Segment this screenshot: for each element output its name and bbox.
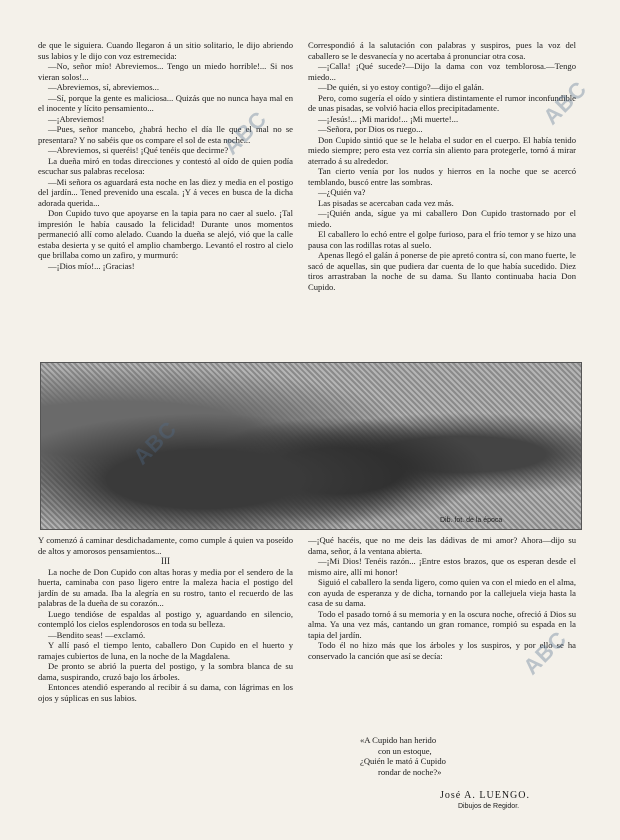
paragraph: Pero, como sugería el oído y sintiera distintamente el rumor inconfundible de unas pisadas, se volvió hacia ellos precipitadamente.	[308, 92, 576, 113]
paragraph: De pronto se abrió la puerta del postigo, y la sombra blanca de su dama, suspirando, cruzó bajo los árboles.	[38, 661, 293, 682]
paragraph: —Sí, porque la gente es maliciosa... Quizás que no nunca haya mal en el inocente y lícito pensamiento...	[38, 92, 293, 113]
text-column-bottom-left	[38, 535, 293, 830]
watermark: ABC	[538, 75, 592, 130]
paragraph: Luego tendióse de espaldas al postigo y, aguardando en silencio, contempló los cielos esplendorosos en toda su belleza.	[38, 608, 293, 629]
paragraph: —Abreviemos, sí, abreviemos...	[48, 82, 159, 92]
paragraph: Siguió el caballero la senda ligero, como quien va con el miedo en el alma, con ayuda de esperanza y de dicha, tornando por la callejuela vieja hasta la casa de su dama.	[308, 577, 576, 608]
text-column-top-right	[308, 40, 576, 358]
paragraph: —De quién, si yo estoy contigo?—dijo el galán.	[318, 82, 484, 92]
poem-line: «A Cupido han herido	[360, 735, 437, 745]
watermark: ABC	[518, 625, 572, 680]
paragraph: Las pisadas se acercaban cada vez más.	[318, 197, 454, 208]
paragraph: Todo él no hizo más que los árboles y los suspiros, y por ello se ha conservado la canción que así se decía:	[308, 640, 576, 661]
paragraph: Y comenzó á caminar desdichadamente, como cumple á quien va poseído de altos y amorosos pensamientos...	[38, 535, 293, 556]
paragraph: Todo el pasado tornó á su memoria y en la oscura noche, ofreció á Dios su alma. Ya una vez más, cantando un gran romance, rompió su espada en la tapia del jardín.	[308, 608, 576, 640]
paragraph: —¡Mi Dios! Tenéis razón... ¡Entre estos brazos, que os esperan desde el mismo aire, allí mi honor!	[308, 556, 576, 577]
paragraph: El caballero lo echó entre el golpe furioso, para el frío temor y se hizo una pausa con las rodillas rotas al suelo.	[308, 229, 576, 250]
author-signature: José A. LUENGO.	[440, 790, 530, 801]
paragraph: —¡Quién anda, sígue ya mi caballero Don Cupido trastornado por el miedo.	[308, 208, 576, 229]
paragraph: —Señora, por Dios os ruego...	[318, 124, 423, 134]
paragraph: —Abreviemos, si queréis! ¡Qué tenéis que decirme?	[48, 145, 229, 155]
paragraph: —¡Dios mío!... ¡Gracias!	[48, 260, 135, 271]
paragraph: —Bendito seas! —exclamó.	[48, 629, 146, 640]
paragraph: Apenas llegó el galán á ponerse de pie apretó contra sí, con mano fuerte, le sacó de aquellas, sin que pudiera dar cuenta de lo que había sucedido. Diez tiros arrastraban la noche de su dama. Su llanto continuaba hacia Don Cupido.	[308, 250, 576, 292]
paragraph: —¡Calla! ¡Qué sucede?—Dijo la dama con voz temblorosa.—Tengo miedo...	[308, 61, 576, 82]
paragraph: —Mi señora os aguardará esta noche en las diez y media en el postigo del jardín... Tened prevenido una escala. ¡Y á veces en busca de la dicha adorada querida...	[38, 176, 293, 208]
paragraph: —Pues, señor mancebo, ¿habrá hecho el día lle que el mal no se presentara? Y no sabéis que os compare el sol de esta noche...	[38, 124, 293, 145]
paragraph: —¡Jesús!... ¡Mi marido!... ¡Mi muerte!...	[318, 113, 459, 124]
poem	[360, 735, 560, 777]
paragraph: Y allí pasó el tiempo lento, caballero Don Cupido en el huerto y ramajes cubiertos de luna, en la noche de la Magdalena.	[38, 640, 293, 661]
paragraph: Don Cupido tuvo que apoyarse en la tapia para no caer al suelo. ¡Tal impresión le había causado la felicidad! Durante unos momentos permaneció allí como alelado. Cuando la dueña se alejó, vió que la calle estaba desierta y se quitó el amplio chambergo. Levantó el rostro al cielo que brillaba como un zafiro, y murmuró:	[38, 208, 293, 260]
watermark: ABC	[218, 105, 272, 160]
paragraph: Correspondió á la salutación con palabras y suspiros, pues la voz del caballero se le desvanecía y no acertaba á pronunciar otra cosa.	[308, 40, 576, 61]
section-number: III	[161, 556, 170, 566]
paragraph: —¡Abreviemos!	[48, 113, 105, 124]
photo-caption: Dib. fot. de la época	[440, 517, 503, 524]
watermark: ABC	[128, 415, 182, 470]
poem-line: ¿Quién le mató á Cupido	[360, 756, 446, 766]
paragraph: La noche de Don Cupido con altas horas y media por el sendero de la huerta, caminaba con paso ligero entre la maleza hacia el postigo del jardín de su amada. Iba la alegría en su rostro, tanto el recuerdo de las palabras de la dueña de su corazón...	[38, 566, 293, 608]
poem-line: con un estoque,	[378, 745, 432, 756]
poem-line: rondar de noche?»	[378, 766, 442, 777]
paragraph: Tan cierto venía por los nudos y hierros en la noche que se acercó temblando, buscó entre las sombras.	[308, 166, 576, 187]
paragraph: —¿Quién va?	[318, 187, 366, 197]
paragraph: de que le siguiera. Cuando llegaron á un sitio solitario, le dijo abriendo sus labios y le dijo con voz estremecida:	[38, 40, 293, 61]
paragraph: —¡Qué hacéis, que no me deis las dádivas de mi amor? Ahora—dijo su dama, señor, á la ventana abierta.	[308, 535, 576, 556]
paragraph: La dueña miró en todas direcciones y contestó al oído de quien podía escuchar sus palabras recelosa:	[38, 155, 293, 176]
paragraph: Don Cupido sintió que se le helaba el sudor en el cuerpo. El había tenido miedo siempre; pero esta vez corría sin aliento para protegerle, tornó á mirar aterrado á su alrededor.	[308, 134, 576, 166]
paragraph: —No, señor mío! Abreviemos... Tengo un miedo horrible!... Si nos vieran solos!...	[38, 61, 293, 82]
paragraph: Entonces atendió esperando al recibir á su dama, con lágrimas en los ojos y súplicas en sus labios.	[38, 682, 293, 703]
illustrator-credit: Dibujos de Regidor.	[458, 803, 520, 810]
text-column-top-left	[38, 40, 293, 358]
illustration-photo	[40, 362, 582, 530]
